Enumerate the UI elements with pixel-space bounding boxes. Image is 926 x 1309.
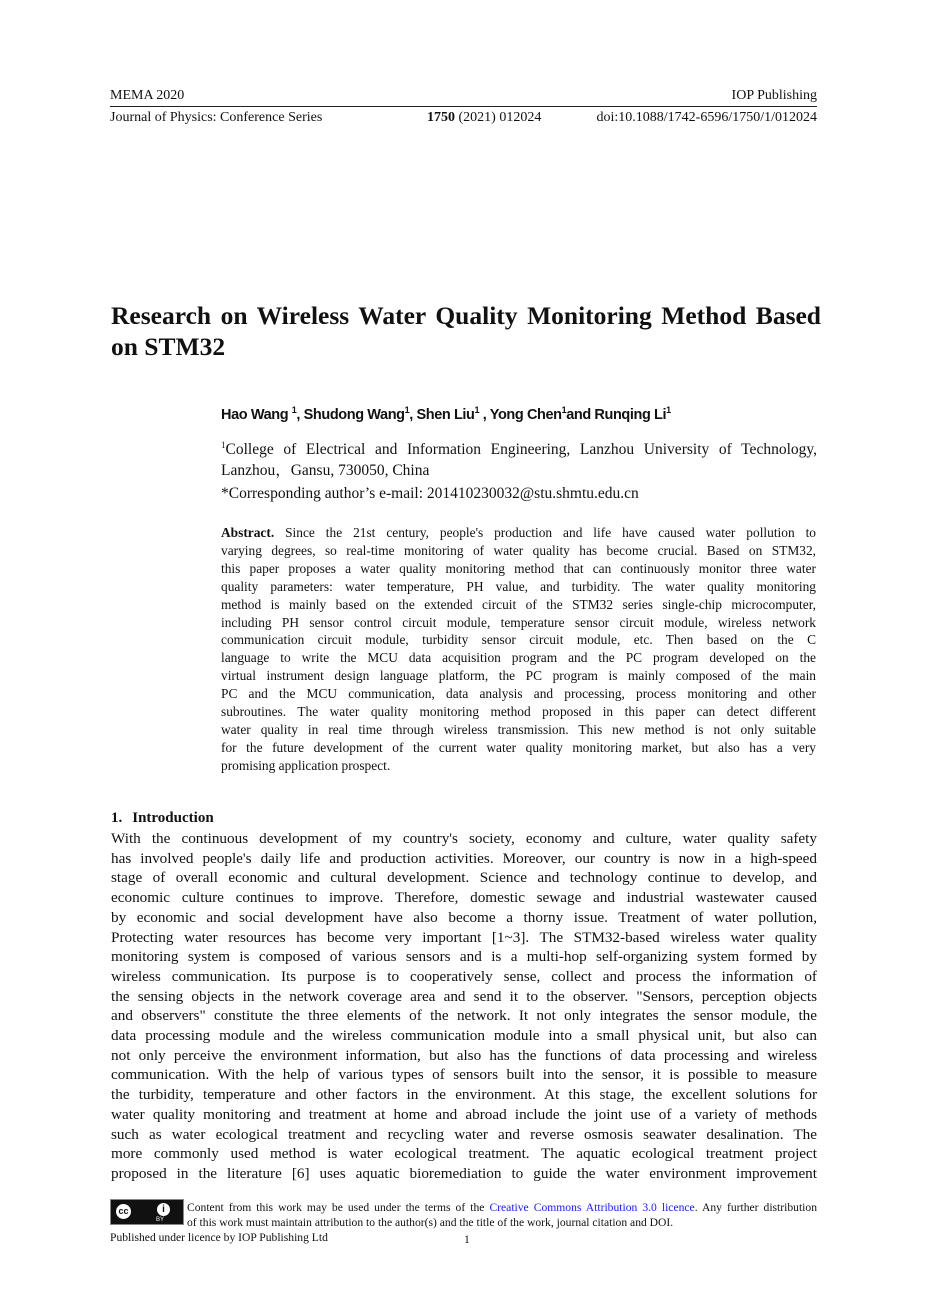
year-article: (2021) 012024 — [458, 110, 542, 125]
author-affiliation-mark: 1 — [291, 405, 297, 415]
conference-name: MEMA 2020 — [110, 88, 185, 103]
author-affiliation-mark: 1 — [666, 405, 671, 415]
author-name: and Runqing Li — [566, 406, 667, 423]
abstract-label: Abstract. — [221, 525, 275, 540]
affiliation — [221, 435, 817, 481]
journal-name: Journal of Physics: Conference Series — [110, 110, 323, 125]
running-header-bottom — [110, 110, 817, 128]
abstract-line: PC and the MCU communication, data analysis and processing, process monitoring and other — [221, 686, 816, 702]
intro-line: not only perceive the environment information, but also has the functions of data processing and wireless — [111, 1046, 817, 1064]
by-label: BY — [138, 1217, 182, 1224]
intro-line: Protecting water resources has become very important [1~3]. The STM32-based wireless water quality — [111, 928, 817, 946]
licence-line: of this work must maintain attribution to the author(s) and the title of the work, journal citation and DOI. — [187, 1216, 674, 1229]
licence-notice — [187, 1200, 817, 1230]
cc-icon: cc — [114, 1202, 133, 1221]
author-name: Hao Wang — [221, 406, 292, 423]
abstract-line: varying degrees, so real-time monitoring of water quality has become crucial. Based on STM32, — [221, 542, 816, 558]
introduction-text — [111, 829, 817, 1184]
abstract-line: quality parameters: water temperature, PH value, and turbidity. The water quality monitoring — [221, 578, 816, 594]
published-under: Published under licence by IOP Publishing Ltd — [110, 1231, 328, 1244]
abstract-line: for the future development of the current water quality monitoring market, but also has a very — [221, 739, 816, 755]
intro-line: more commonly used method is water ecological treatment. The aquatic ecological treatment project — [111, 1145, 817, 1163]
licence-line: Content from this work may be used under the terms of the Creative Commons Attribution 3.0 licence. Any further distribution — [187, 1201, 817, 1214]
intro-line: by economic and social development have also become a thorny issue. Treatment of water pollution, — [111, 908, 817, 926]
intro-line: data processing module and the wireless communication module into a small physical unit, but also can — [111, 1027, 817, 1045]
author-affiliation-mark: 1 — [474, 405, 480, 415]
section-heading — [111, 810, 224, 827]
section-title: Introduction — [132, 810, 214, 826]
author-affiliation-mark: 1 — [561, 405, 567, 415]
intro-line: such as water ecological treatment and recycling water and reverse osmosis seawater desalination. The — [111, 1125, 817, 1143]
author-affiliation-mark: 1 — [404, 405, 410, 415]
title-line: on STM32 — [111, 332, 226, 361]
intro-line: stage of overall economic and cultural development. Science and technology continue to develop, and — [111, 869, 817, 887]
intro-line: monitoring system is composed of various sensors and is a multi-hop self-organizing system formed by — [111, 948, 817, 966]
licence-link[interactable]: Creative Commons Attribution 3.0 licence — [489, 1201, 695, 1214]
author-name: , Yong Chen — [479, 406, 562, 423]
affiliation-line: Lanzhou，Gansu, 730050, China — [221, 462, 430, 480]
intro-line: communication. With the help of various types of sensors built into the sensor, it is possible to measure — [111, 1066, 817, 1084]
authors — [221, 405, 671, 423]
page-number: 1 — [464, 1233, 470, 1246]
intro-line: the turbidity, temperature and other factors in the environment. At this stage, the excellent solutions for — [111, 1086, 817, 1104]
abstract-line: communication circuit module, turbidity sensor circuit module, etc. Then based on the C — [221, 632, 816, 648]
intro-line: water quality monitoring and treatment at home and abroad include the joint use of a variety of methods — [111, 1105, 817, 1123]
intro-line: the sensing objects in the network coverage area and send it to the observer. "Sensors, perception objects — [111, 987, 817, 1005]
abstract-line: this paper proposes a water quality monitoring method that can continuously monitor three water — [221, 560, 816, 576]
volume: 1750 — [427, 110, 455, 125]
abstract-line: including PH sensor control circuit module, temperature sensor circuit module, wireless network — [221, 614, 816, 630]
volume-info — [427, 110, 541, 126]
abstract-line: virtual instrument design language platform, the PC program is mainly composed of the main — [221, 668, 816, 684]
abstract-line: subroutines. The water quality monitoring method proposed in this paper can detect different — [221, 704, 816, 720]
corresponding-email: *Corresponding author’s e-mail: 201410230032@stu.shmtu.edu.cn — [221, 485, 639, 502]
author-name: , Shudong Wang — [296, 406, 405, 423]
doi[interactable]: doi:10.1088/1742-6596/1750/1/012024 — [596, 110, 817, 125]
intro-line: wireless communication. Its purpose is to cooperatively sense, collect and process the information of — [111, 967, 817, 985]
paper-title — [111, 300, 821, 362]
intro-line: With the continuous development of my country's society, economy and culture, water quality safety — [111, 830, 817, 847]
intro-line: and observers" constitute the three elements of the network. It not only integrates the sensor module, the — [111, 1007, 817, 1025]
title-line: Research on Wireless Water Quality Monitoring Method Based — [111, 301, 821, 330]
section-number: 1. — [111, 810, 123, 826]
publisher-name: IOP Publishing — [731, 88, 817, 103]
abstract-line: method is mainly based on the extended circuit of the STM32 series single-chip microcomputer, — [221, 596, 816, 612]
abstract-line: promising application prospect. — [221, 757, 391, 773]
intro-line: economic culture continues to improve. Therefore, domestic sewage and industrial wastewater caused — [111, 889, 817, 907]
affiliation-line: $^1$College of Electrical and Information Engineering, Lanzhou University of Technology, — [221, 440, 817, 459]
abstract-line: water quality in real time through wireless transmission. This new method is not only suitable — [221, 721, 816, 737]
running-header-top — [110, 88, 817, 107]
abstract — [221, 524, 816, 775]
abstract-line: language to write the MCU data acquisition program and the PC program developed on the — [221, 650, 816, 666]
author-name: , Shen Liu — [409, 406, 475, 423]
attribution-person-icon: i — [155, 1201, 172, 1218]
cc-by-logo[interactable] — [110, 1199, 184, 1225]
intro-line: proposed in the literature [6] uses aquatic bioremediation to guide the water environment improvement — [111, 1164, 817, 1182]
abstract-line: Abstract. Since the 21st century, people's production and life have caused water pollution to — [221, 525, 816, 540]
intro-line: has involved people's daily life and production activities. Moreover, our country is now in a high-speed — [111, 849, 817, 867]
